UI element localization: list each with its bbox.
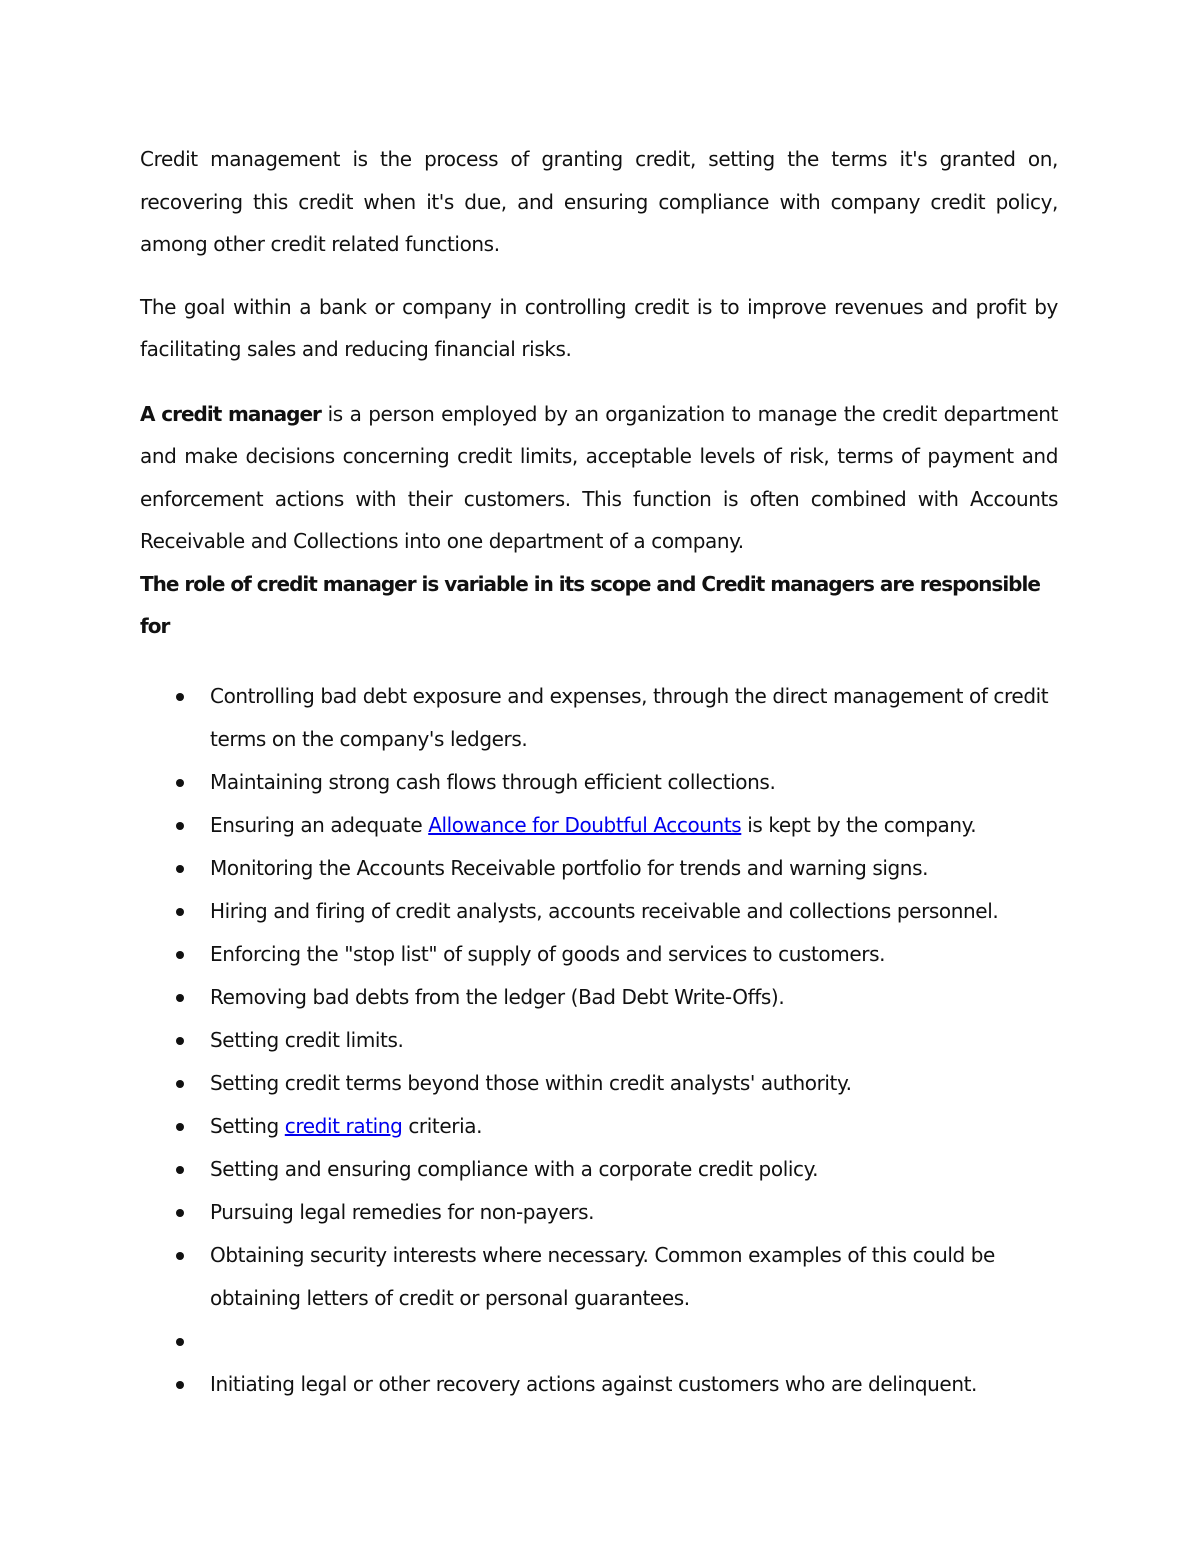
paragraph-credit-manager: [140, 393, 1058, 563]
list-item: Hiring and firing of credit analysts, accounts receivable and collections personnel.: [140, 890, 1058, 933]
list-text: criteria.: [402, 1113, 483, 1138]
list-item: Setting and ensuring compliance with a corporate credit policy.: [140, 1148, 1058, 1191]
list-item: Removing bad debts from the ledger (Bad Debt Write-Offs).: [140, 976, 1058, 1019]
section-heading: [140, 563, 1058, 648]
paragraph-intro: Credit management is the process of granting credit, setting the terms it's granted on, recovering this credit when it's due, and ensuring compliance with company credit policy, among other credit related functions.: [140, 147, 1058, 256]
list-text: is kept by the company.: [741, 812, 977, 837]
list-item: Obtaining security interests where necessary. Common examples of this could be obtaining letters of credit or personal guarantees.: [140, 1234, 1058, 1320]
list-text: Ensuring an adequate: [210, 812, 429, 837]
list-text: Setting: [210, 1113, 285, 1138]
list-item: Setting credit terms beyond those within credit analysts' authority.: [140, 1062, 1058, 1105]
link-allowance-doubtful-accounts[interactable]: Allowance for Doubtful Accounts: [428, 812, 742, 837]
list-item-empty: [140, 1320, 1058, 1363]
list-item: Initiating legal or other recovery actions against customers who are delinquent.: [140, 1363, 1058, 1406]
paragraph-goal: The goal within a bank or company in controlling credit is to improve revenues and profit by facilitating sales and reducing financial risks.: [140, 294, 1058, 361]
list-item: Monitoring the Accounts Receivable portfolio for trends and warning signs.: [140, 847, 1058, 890]
list-item: Pursuing legal remedies for non-payers.: [140, 1191, 1058, 1234]
responsibilities-list: [140, 675, 1058, 1406]
term-credit-manager: A credit manager: [140, 401, 321, 426]
list-item: [140, 1105, 1058, 1148]
link-credit-rating[interactable]: credit rating: [284, 1113, 403, 1138]
list-item: Maintaining strong cash flows through efficient collections.: [140, 761, 1058, 804]
list-item: Setting credit limits.: [140, 1019, 1058, 1062]
list-item: Controlling bad debt exposure and expenses, through the direct management of credit terms on the company's ledgers.: [140, 675, 1058, 761]
list-item: Enforcing the "stop list" of supply of goods and services to customers.: [140, 933, 1058, 976]
document-page: [140, 138, 1058, 1406]
paragraph-text: is a person employed by an organization to manage the credit department and make decisions concerning credit limits, acceptable levels of risk, terms of payment and enforcement actions with their customers. This function is often combined with Accounts Receivable and Collections into one department of a company.: [140, 401, 1058, 553]
list-item: [140, 804, 1058, 847]
heading-text: The role of credit manager is variable in its scope and Credit managers are responsible for: [140, 571, 1040, 638]
